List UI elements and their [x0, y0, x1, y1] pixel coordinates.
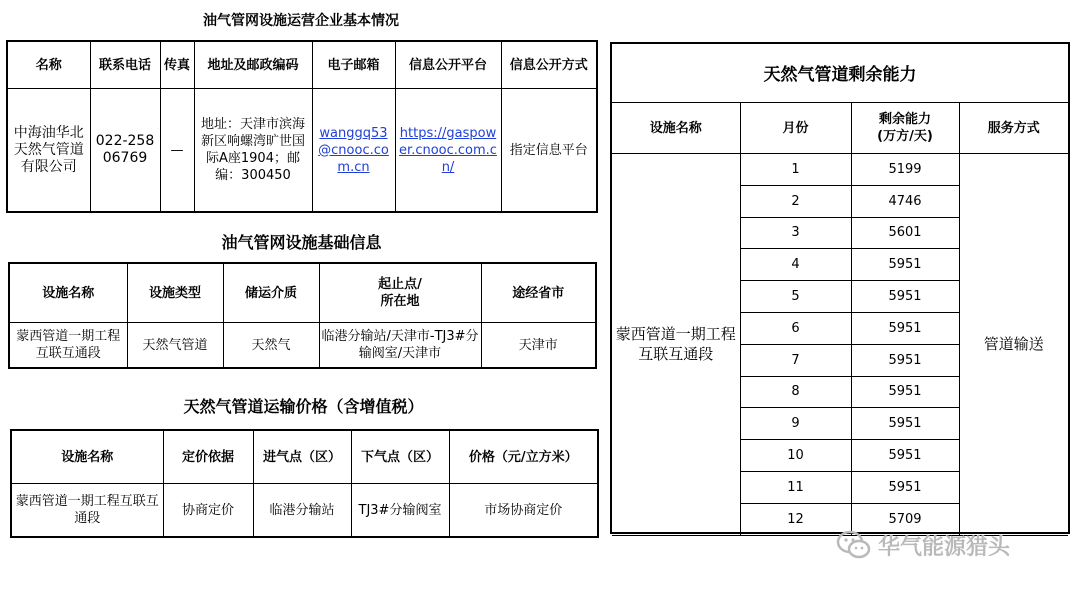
header-price: 价格（元/立方米）: [449, 430, 598, 484]
basic-row: [9, 323, 596, 369]
header-exit: 下气点（区）: [351, 430, 449, 484]
header-facility: 设施名称: [612, 103, 740, 154]
price-basis: 协商定价: [163, 484, 253, 538]
basic-type: 天然气管道: [127, 323, 223, 369]
capacity-month: 7: [740, 344, 851, 376]
capacity-value: 5951: [851, 312, 959, 344]
capacity-month: 8: [740, 376, 851, 408]
capacity-value: 5951: [851, 249, 959, 281]
basic-via: 天津市: [481, 323, 596, 369]
capacity-facility: 蒙西管道一期工程互联互通段: [612, 154, 740, 536]
header-address: 地址及邮政编码: [194, 41, 312, 89]
header-capacity: 剩余能力 (万方/天): [851, 103, 959, 154]
company-platform-link[interactable]: https://gaspower.cnooc.com.cn/: [399, 125, 497, 175]
capacity-section-title: 天然气管道剩余能力: [763, 65, 917, 85]
price-row: [11, 484, 598, 538]
header-fax: 传真: [160, 41, 194, 89]
company-platform-cell: [395, 89, 501, 213]
capacity-panel: [610, 42, 1070, 534]
company-email-cell: [312, 89, 395, 213]
capacity-month: 1: [740, 154, 851, 186]
capacity-month: 2: [740, 185, 851, 217]
watermark-text: 华气能源猎头: [878, 534, 1011, 560]
capacity-month: 10: [740, 440, 851, 472]
price-header-row: [11, 430, 598, 484]
capacity-month: 9: [740, 408, 851, 440]
price-entry: 临港分输站: [253, 484, 351, 538]
company-section-title: 油气管网设施运营企业基本情况: [203, 13, 399, 29]
price-facility: 蒙西管道一期工程互联互通段: [11, 484, 163, 538]
capacity-value: 5951: [851, 408, 959, 440]
price-table: [10, 429, 599, 538]
header-basis: 定价依据: [163, 430, 253, 484]
capacity-row: [612, 154, 1068, 186]
company-address: 地址：天津市滨海新区响螺湾旷世国际A座1904；邮编：300450: [194, 89, 312, 213]
capacity-value: 5951: [851, 376, 959, 408]
company-phone: 022-25806769: [90, 89, 160, 213]
company-row: [7, 89, 597, 213]
capacity-month: 12: [740, 503, 851, 535]
company-table: [6, 40, 598, 213]
header-type: 设施类型: [127, 263, 223, 323]
basic-facility: 蒙西管道一期工程互联互通段: [9, 323, 127, 369]
basic-table: [8, 262, 597, 369]
capacity-header-row: [612, 103, 1068, 154]
watermark: [836, 528, 1010, 562]
capacity-value: 5601: [851, 217, 959, 249]
capacity-value: 5951: [851, 440, 959, 472]
header-phone: 联系电话: [90, 41, 160, 89]
header-entry: 进气点（区）: [253, 430, 351, 484]
header-facility: 设施名称: [11, 430, 163, 484]
price-exit: TJ3#分输阀室: [351, 484, 449, 538]
header-medium: 储运介质: [223, 263, 319, 323]
capacity-table: [612, 102, 1068, 536]
basic-location: 临港分输站/天津市-TJ3#分输阀室/天津市: [319, 323, 481, 369]
capacity-month: 11: [740, 471, 851, 503]
capacity-value: 4746: [851, 185, 959, 217]
header-email: 电子邮箱: [312, 41, 395, 89]
company-name: 中海油华北天然气管道有限公司: [7, 89, 90, 213]
basic-section-title: 油气管网设施基础信息: [221, 233, 382, 252]
capacity-value: 5199: [851, 154, 959, 186]
header-service: 服务方式: [959, 103, 1068, 154]
header-platform: 信息公开平台: [395, 41, 501, 89]
header-facility: 设施名称: [9, 263, 127, 323]
capacity-month: 6: [740, 312, 851, 344]
company-fax: —: [160, 89, 194, 213]
company-method: 指定信息平台: [501, 89, 597, 213]
basic-header-row: [9, 263, 596, 323]
capacity-value: 5951: [851, 344, 959, 376]
capacity-service: 管道输送: [959, 154, 1068, 536]
header-location: 起止点/ 所在地: [319, 263, 481, 323]
price-value: 市场协商定价: [449, 484, 598, 538]
header-name: 名称: [7, 41, 90, 89]
header-month: 月份: [740, 103, 851, 154]
capacity-value: 5951: [851, 471, 959, 503]
capacity-month: 5: [740, 281, 851, 313]
wechat-icon: [836, 530, 872, 560]
header-via: 途经省市: [481, 263, 596, 323]
capacity-month: 4: [740, 249, 851, 281]
price-section-title: 天然气管道运输价格（含增值税）: [183, 397, 424, 416]
company-email-link[interactable]: wanggq53@cnooc.com.cn: [318, 125, 389, 175]
capacity-value: 5709: [851, 503, 959, 535]
header-method: 信息公开方式: [501, 41, 597, 89]
company-header-row: [7, 41, 597, 89]
capacity-value: 5951: [851, 281, 959, 313]
basic-medium: 天然气: [223, 323, 319, 369]
capacity-month: 3: [740, 217, 851, 249]
